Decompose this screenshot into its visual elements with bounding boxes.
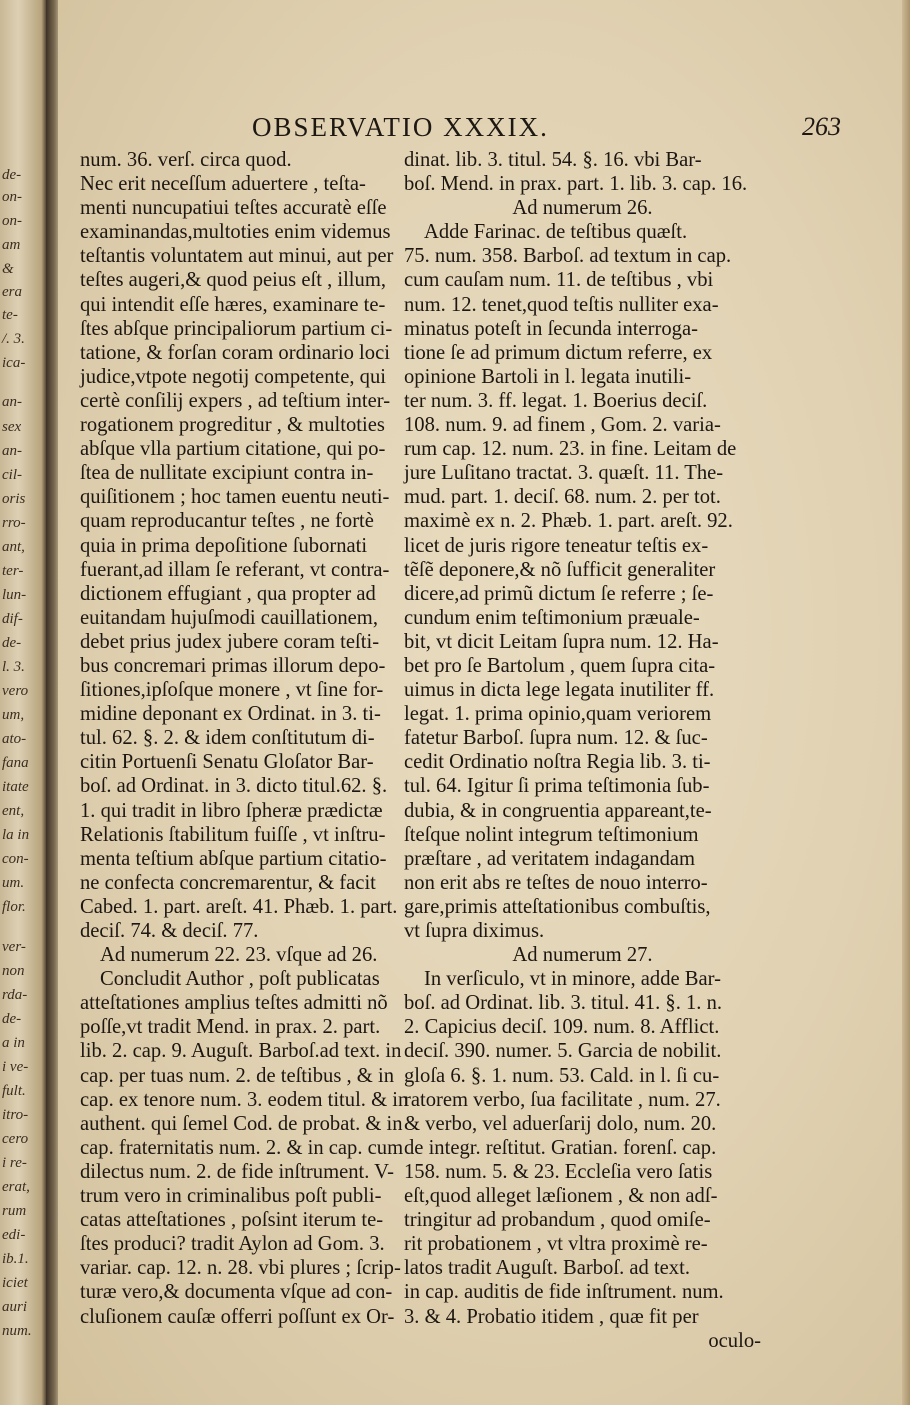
facing-page-fragment: an- (2, 443, 22, 459)
text-line: qui intendit eſſe hæres, examinare te- (80, 293, 386, 316)
facing-page-fragment: de- (2, 167, 22, 183)
text-line: dictionem effugiant , qua propter ad (80, 582, 376, 605)
facing-page-fragment: la in (2, 827, 30, 843)
text-line: cluſionem cauſæ offerri poſſunt ex Or- (80, 1305, 395, 1328)
text-line: tringitur ad probandum , quod omiſe- (404, 1209, 711, 1232)
facing-page-fragment: cil- (2, 467, 22, 483)
text-line: de integr. reſtitut. Gratian. forenſ. cap. (404, 1136, 717, 1159)
left-text-column (80, 148, 409, 1329)
text-line: tul. 62. §. 2. & idem conſtitutum di- (80, 727, 375, 750)
facing-page-fragment: am (2, 237, 21, 253)
facing-page-fragment: era (2, 284, 22, 300)
facing-page-fragment: ter- (2, 563, 24, 579)
facing-page-fragment: um, (2, 707, 25, 723)
text-line: bus concremari primas illorum depo- (80, 654, 386, 677)
text-line: tatione, & forſan coram ordinario loci (80, 341, 390, 364)
text-line: 1. qui tradit in libro ſpheræ prædictæ (80, 799, 383, 822)
facing-page-fragment: cero (2, 1131, 29, 1147)
text-line: legat. 1. prima opinio,quam veriorem (404, 703, 712, 726)
facing-page-fragment: itro- (2, 1107, 29, 1123)
text-line: ne confecta concremarentur, & facit (80, 871, 376, 894)
text-line: deciſ. 74. & deciſ. 77. (80, 920, 259, 942)
facing-page-fragment: erat, (2, 1179, 30, 1195)
text-line: quia in prima depoſitione ſubornati (80, 534, 368, 557)
text-line: tione ſe ad primum dictum referre, ex (404, 341, 713, 364)
text-line: trum vero in criminalibus poſt publi- (80, 1185, 382, 1208)
text-line: certè conſilij expers , ad teſtium inter- (80, 389, 391, 412)
text-line: tul. 64. Igitur ſi prima teſtimonia ſub- (404, 775, 710, 798)
facing-page-fragment: on- (2, 189, 22, 205)
text-line: boſ. Mend. in prax. part. 1. lib. 3. cap. 16. (404, 173, 748, 196)
running-title: OBSERVATIO XXXIX. (252, 112, 549, 142)
text-line: bit, vt dicit Leitam ſupra num. 12. Ha- (404, 630, 719, 653)
text-line: num. 36. verſ. circa quod. (80, 149, 292, 171)
facing-page-fragment: de- (2, 1011, 22, 1027)
right-text-column (404, 148, 761, 1353)
facing-page-fragment: ica- (2, 355, 26, 371)
text-line: maximè ex n. 2. Phæb. 1. part. areſt. 92. (404, 510, 733, 533)
text-line: cundum enim teſtimonium præuale- (404, 606, 700, 629)
text-line: cap. per tuas num. 2. de teſtibus , & in (80, 1064, 394, 1087)
facing-page-fragment: edi- (2, 1227, 26, 1243)
facing-page-fragment: an- (2, 394, 22, 410)
text-line: vt ſupra diximus. (404, 920, 545, 942)
text-line: atteſtationes amplius teſtes admitti nõ (80, 992, 388, 1015)
text-line: latos tradit Auguſt. Barboſ. ad text. (404, 1257, 690, 1280)
text-line: turæ vero,& documenta vſque ad con- (80, 1281, 393, 1304)
text-line: Ad numerum 26. (512, 197, 653, 220)
page-fore-edge (902, 0, 910, 1405)
text-line: fuerant,ad illam ſe referant, vt contra- (80, 558, 390, 581)
text-line: In verſiculo, vt in minore, adde Bar- (424, 968, 721, 991)
facing-page-fragment: ent, (2, 803, 25, 819)
text-line: midine deponant ex Ordinat. in 3. ti- (80, 703, 381, 726)
text-line: examinandas,multoties enim videmus (80, 221, 391, 244)
text-line: judice,vtpote negotij competente, qui (80, 365, 386, 388)
text-line: deciſ. 390. numer. 5. Garcia de nobilit. (404, 1040, 722, 1063)
text-line: menta teſtium abſque partium citatio- (80, 847, 387, 870)
text-line: rogationem progreditur , & multoties (80, 414, 385, 437)
text-line: gloſa 6. §. 1. num. 53. Cald. in l. ſi cu- (404, 1064, 720, 1087)
text-line: quam reproducantur teſtes , ne fortè (80, 510, 374, 533)
facing-page-edge (0, 0, 46, 1405)
text-line: mud. part. 1. deciſ. 68. num. 2. per tot. (404, 486, 721, 509)
facing-page-fragment: itate (2, 779, 29, 795)
text-line: citin Portuenſi Senatu Gloſator Bar- (80, 751, 374, 774)
facing-page-fragment: ato- (2, 731, 27, 747)
text-line: Nec erit neceſſum aduertere , teſta- (80, 173, 366, 196)
text-line: ſteſque nolint integrum teſtimonium (404, 823, 699, 846)
text-line: dinat. lib. 3. titul. 54. §. 16. vbi Bar- (404, 149, 702, 171)
facing-page-fragment: fult. (2, 1083, 26, 1099)
text-line: dubia, & in congruentia appareant,te- (404, 799, 712, 822)
text-line: ratorem verbo, ſua facilitate , num. 27. (404, 1088, 721, 1111)
text-line: cap. ex tenore num. 3. eodem titul. & in (80, 1088, 409, 1111)
facing-page-fragment: & (2, 261, 14, 277)
facing-page-fragment: ib.1. (2, 1251, 29, 1267)
facing-page-fragment: flor. (2, 899, 26, 915)
text-line: cum cauſam num. 11. de teſtibus , vbi (404, 269, 714, 292)
facing-page-fragment: con- (2, 851, 29, 867)
text-line: dilectus num. 2. de fide inſtrument. V- (80, 1160, 395, 1183)
text-line: 108. num. 9. ad finem , Gom. 2. varia- (404, 414, 721, 437)
facing-page-fragment: vero (2, 683, 29, 699)
text-line: rum cap. 12. num. 23. in fine. Leitam de (404, 438, 737, 461)
facing-page-fragment: a in (2, 1035, 25, 1051)
text-line: ter num. 3. ff. legat. 1. Boerius deciſ. (404, 389, 708, 412)
text-line: oculo- (708, 1329, 761, 1352)
facing-page-fragment: rro- (2, 515, 26, 531)
text-line: 158. num. 5. & 23. Eccleſia vero ſatis (404, 1160, 713, 1183)
text-line: Cabed. 1. part. areſt. 41. Phæb. 1. part. (80, 895, 398, 918)
text-line: tẽſẽ deponere,& nõ ſufficit generaliter (404, 558, 716, 581)
text-line: ſtes abſque principaliorum partium ci- (80, 317, 393, 340)
text-line: authent. qui ſemel Cod. de probat. & in (80, 1112, 403, 1135)
text-line: teſtantis voluntatem aut minui, aut per (80, 245, 394, 268)
facing-page-fragment: de- (2, 635, 22, 651)
text-line: ſtes produci? tradit Aylon ad Gom. 3. (80, 1233, 385, 1256)
facing-page-fragment: ver- (2, 939, 26, 955)
text-line: cedit Ordinatio noſtra Regia lib. 3. ti- (404, 751, 711, 774)
text-line: opinione Bartoli in l. legata inutili- (404, 365, 692, 388)
text-line: abſque vlla partium citatione, qui po- (80, 438, 386, 461)
text-line: Relationis ſtabilitum fuiſſe , vt inſtru- (80, 823, 386, 846)
text-line: non erit abs re teſtes de nouo interro- (404, 871, 708, 894)
text-line: variar. cap. 12. n. 28. vbi plures ; ſcrip- (80, 1257, 401, 1280)
facing-page-fragment: auri (2, 1299, 28, 1315)
facing-page-fragment: dif- (2, 611, 23, 627)
text-line: teſtes augeri,& quod peius eſt , illum, (80, 269, 386, 292)
facing-page-fragment: iciet (2, 1275, 28, 1291)
facing-page-fragment: i ve- (2, 1059, 29, 1075)
facing-page-fragment: rda- (2, 987, 28, 1003)
text-line: præſtare , ad veritatem indagandam (404, 847, 696, 870)
text-line: Ad numerum 27. (512, 944, 653, 967)
facing-page-fragment: num. (2, 1323, 32, 1339)
text-line: poſſe,vt tradit Mend. in prax. 2. part. (80, 1016, 381, 1039)
text-line: rit probationem , vt vltra proximè re- (404, 1233, 708, 1256)
text-line: dicere,ad primũ dictum ſe referre ; ſe- (404, 582, 714, 605)
text-line: ſtea de nullitate excipiunt contra in- (80, 462, 374, 485)
text-line: catas atteſtationes , poſsint iterum te- (80, 1209, 384, 1232)
text-line: menti nuncupatiui teſtes accuratè eſſe (80, 197, 387, 220)
facing-page-fragment: /. 3. (2, 331, 25, 347)
text-line: 2. Capicius deciſ. 109. num. 8. Afflict. (404, 1016, 720, 1039)
facing-page-fragment: l. 3. (2, 659, 25, 675)
text-line: Concludit Author , poſt publicatas (100, 968, 380, 991)
text-line: euitandam hujuſmodi cauillationem, (80, 606, 378, 629)
text-line: in cap. auditis de fide inſtrument. num. (404, 1281, 724, 1304)
page-number: 263 (802, 112, 841, 141)
facing-page-fragment: oris (2, 491, 26, 507)
facing-page-fragment: ant, (2, 539, 25, 555)
facing-page-fragment: sex (2, 419, 22, 435)
text-line: jure Luſitano tractat. 3. quæſt. 11. The- (404, 462, 724, 485)
facing-page-fragment: i re- (2, 1155, 27, 1171)
text-line: eſt,quod alleget læſionem , & non adſ- (404, 1185, 718, 1208)
text-line: 3. & 4. Probatio itidem , quæ fit per (404, 1305, 699, 1328)
text-line: ſitiones,ipſoſque monere , vt ſine for- (80, 679, 384, 702)
text-line: num. 12. tenet,quod teſtis nulliter exa- (404, 293, 719, 316)
text-line: gare,primis atteſtationibus combuſtis, (404, 895, 711, 918)
text-line: boſ. ad Ordinat. in 3. dicto titul.62. §. (80, 775, 388, 798)
facing-page-fragment: on- (2, 213, 22, 229)
text-line: cap. fraternitatis num. 2. & in cap. cum (80, 1136, 404, 1159)
text-line: fatetur Barboſ. ſupra num. 12. & ſuc- (404, 727, 708, 750)
text-line: licet de juris rigore teneatur teſtis ex- (404, 534, 709, 557)
text-line: lib. 2. cap. 9. Auguſt. Barboſ.ad text. in (80, 1040, 402, 1063)
text-line: & verbo, vel aduerſarij dolo, num. 20. (404, 1112, 717, 1135)
text-line: Ad numerum 22. 23. vſque ad 26. (100, 944, 378, 967)
text-line: quiſitionem ; hoc tamen euentu neuti- (80, 486, 390, 509)
facing-page-fragment: non (2, 963, 25, 979)
text-line: minatus poteſt in ſecunda interroga- (404, 317, 698, 340)
facing-page-fragment: te- (2, 307, 18, 323)
facing-page-fragment: rum (2, 1203, 27, 1219)
facing-page-fragment: fana (2, 755, 29, 771)
text-line: uimus in dicta lege legata inutiliter ff. (404, 679, 715, 702)
facing-page-fragment: lun- (2, 587, 27, 603)
text-line: 75. num. 358. Barboſ. ad textum in cap. (404, 245, 732, 268)
text-line: boſ. ad Ordinat. lib. 3. titul. 41. §. 1. n. (404, 992, 723, 1015)
text-line: bet pro ſe Bartolum , quem ſupra cita- (404, 654, 716, 677)
text-line: debet prius judex jubere coram teſti- (80, 630, 380, 653)
facing-page-fragment: um. (2, 875, 25, 891)
text-line: Adde Farinac. de teſtibus quæſt. (424, 221, 688, 244)
